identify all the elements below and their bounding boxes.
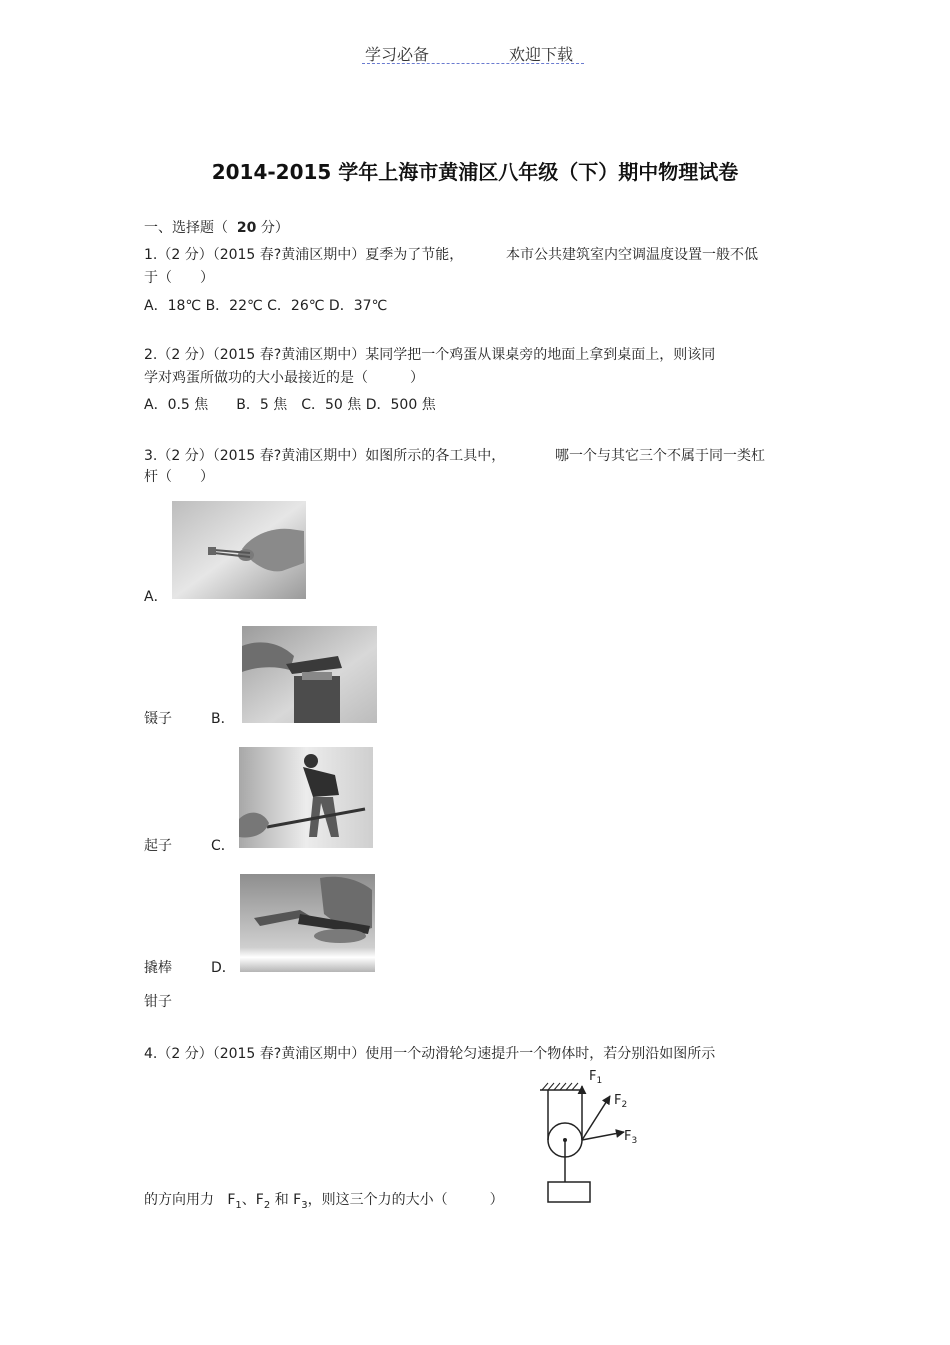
q1-line1-part1: 1.（2 分）（2015 春?黄浦区期中）夏季为了节能， bbox=[144, 247, 464, 263]
section-heading: 一、选择题（ 20 分） bbox=[144, 220, 289, 236]
q1-line2: 于（ ） bbox=[144, 270, 214, 286]
q3-option-d-label: D． bbox=[211, 960, 236, 976]
q3-caption-a: 镊子 bbox=[144, 711, 172, 727]
q3-line1-part1: 3.（2 分）（2015 春?黄浦区期中）如图所示的各工具中， bbox=[144, 448, 506, 464]
bottle-opener-photo bbox=[242, 626, 377, 723]
crowbar-photo bbox=[239, 747, 373, 848]
f2-label: $F_2$ bbox=[614, 1093, 628, 1110]
q3-caption-b: 起子 bbox=[144, 838, 172, 854]
q2-options: A．0.5 焦 B．5 焦 C．50 焦 D．500 焦 bbox=[144, 397, 436, 413]
section-points: 20 bbox=[236, 220, 257, 236]
q1-options: A．18℃ B．22℃ C．26℃ D．37℃ bbox=[144, 298, 388, 314]
tweezers-photo bbox=[172, 501, 306, 599]
q3-option-c-label: C． bbox=[211, 838, 235, 854]
q3-option-a-label: A． bbox=[144, 589, 168, 605]
f3-arrow bbox=[582, 1132, 624, 1140]
q4-line1: 4.（2 分）（2015 春?黄浦区期中）使用一个动滑轮匀速提升一个物体时，若分别沿如图所示 bbox=[144, 1046, 716, 1062]
q3-line1-part2: 哪一个与其它三个不属于同一类杠 bbox=[555, 448, 765, 464]
header-left-text: 学习必备 bbox=[365, 45, 430, 64]
q3-caption-d: 钳子 bbox=[144, 994, 172, 1010]
q2-line1: 2.（2 分）（2015 春?黄浦区期中）某同学把一个鸡蛋从课桌旁的地面上拿到桌面上，则该同 bbox=[144, 347, 716, 363]
q3-option-b-label: B． bbox=[211, 711, 235, 727]
q3-line2: 杆（ ） bbox=[144, 469, 214, 485]
exam-title: 2014-2015 学年上海市黄浦区八年级（下）期中物理试卷 bbox=[211, 160, 739, 184]
f2-arrow bbox=[582, 1096, 610, 1140]
q2-line2: 学对鸡蛋所做功的大小最接近的是（ ） bbox=[144, 370, 424, 386]
ceiling-hatch bbox=[542, 1083, 578, 1090]
q4-line2: 的方向用力 $F_1$、$F_2$ 和 $F_3$，则这三个力的大小（ ） bbox=[144, 1192, 504, 1211]
pliers-photo bbox=[240, 874, 375, 972]
load-block bbox=[548, 1182, 590, 1202]
header-right-text: 欢迎下载 bbox=[509, 45, 574, 64]
pulley-diagram bbox=[536, 1068, 646, 1206]
f3-label: $F_3$ bbox=[624, 1129, 638, 1146]
q3-caption-c: 撬棒 bbox=[144, 960, 172, 976]
header-dashed-underline bbox=[362, 63, 584, 64]
q1-line1-part2: 本市公共建筑室内空调温度设置一般不低 bbox=[506, 247, 758, 263]
f1-label: $F_1$ bbox=[589, 1069, 603, 1086]
